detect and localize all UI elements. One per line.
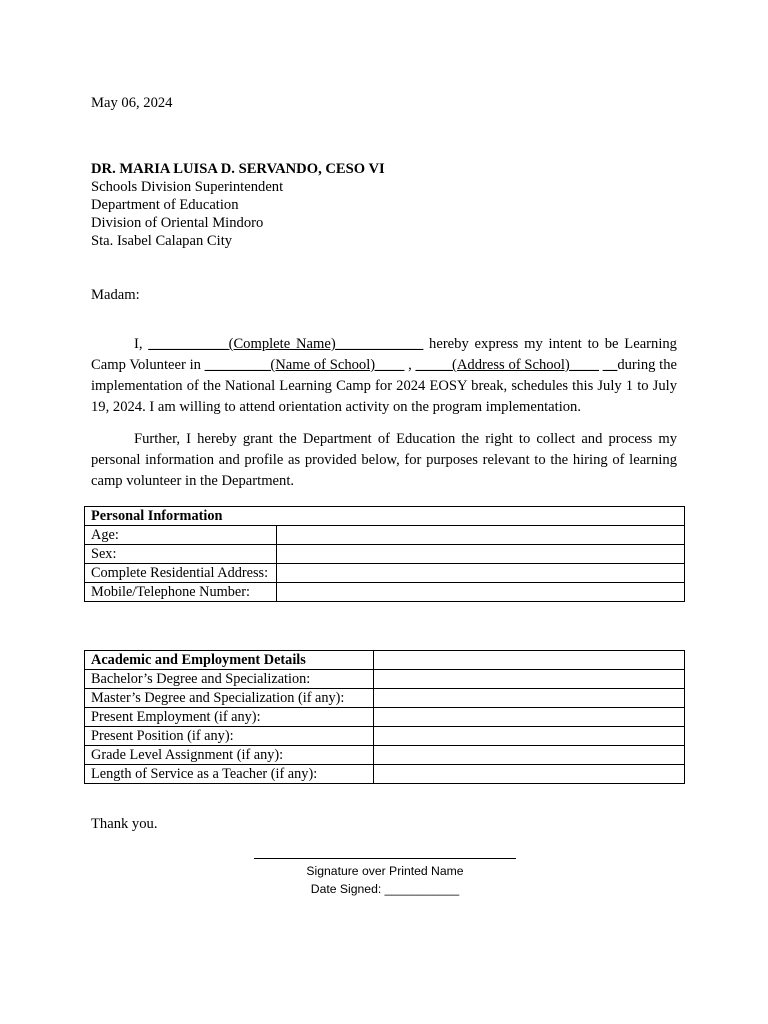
table-row	[85, 689, 685, 708]
academic-header-value	[374, 651, 685, 670]
table-row	[85, 564, 685, 583]
name-blank-left: ___________	[148, 336, 229, 352]
intent-paragraph	[91, 334, 677, 418]
closing: Thank you.	[91, 816, 158, 832]
school-blank-right: ____	[375, 357, 405, 373]
table-row	[85, 651, 685, 670]
table-row	[85, 526, 685, 545]
table-row	[85, 746, 685, 765]
letter-date: May 06, 2024	[91, 95, 173, 111]
personal-info-header: Personal Information	[85, 507, 685, 526]
academic-header: Academic and Employment Details	[85, 651, 374, 670]
recipient-division: Division of Oriental Mindoro	[91, 215, 264, 231]
intent-text-3: ,	[404, 357, 416, 373]
school-address-placeholder: (Address of School)	[452, 357, 570, 373]
complete-name-placeholder: (Complete Name)	[228, 336, 336, 352]
recipient-department: Department of Education	[91, 197, 239, 213]
sex-label: Sex:	[85, 545, 277, 564]
consent-paragraph: Further, I hereby grant the Department of Education the right to collect and process my personal information and profile as provided below, for purposes relevant to the hiring of learning camp volunteer in the Department.	[91, 431, 677, 489]
academic-table	[84, 650, 685, 784]
salutation: Madam:	[91, 287, 140, 303]
table-row	[85, 708, 685, 727]
employment-label: Present Employment (if any):	[85, 708, 374, 727]
signature-block	[254, 858, 516, 898]
intent-text-4: during the implementation of the National Learning Camp for 2024 EOSY break, schedules this July 1 to July 19, 2024. I am willing to attend orientation activity on the program implementation.	[91, 357, 677, 415]
school-name-placeholder: (Name of School)	[270, 357, 376, 373]
grade-level-label: Grade Level Assignment (if any):	[85, 746, 374, 765]
intent-text-1: I,	[134, 336, 149, 352]
recipient-address: Sta. Isabel Calapan City	[91, 233, 233, 249]
bachelors-label: Bachelor’s Degree and Specialization:	[85, 670, 374, 689]
grade-level-field[interactable]	[374, 746, 685, 765]
service-length-label: Length of Service as a Teacher (if any):	[85, 765, 374, 784]
intent-text-2: hereby express my intent to be Learning Camp Volunteer in	[91, 336, 677, 373]
table-row	[85, 727, 685, 746]
recipient-title: Schools Division Superintendent	[91, 179, 284, 195]
table-row	[85, 545, 685, 564]
table-row	[85, 583, 685, 602]
table-row	[85, 765, 685, 784]
position-field[interactable]	[374, 727, 685, 746]
signature-line[interactable]	[254, 858, 516, 859]
masters-label: Master’s Degree and Specialization (if any):	[85, 689, 374, 708]
masters-field[interactable]	[374, 689, 685, 708]
recipient-name: DR. MARIA LUISA D. SERVANDO, CESO VI	[91, 161, 385, 177]
address-blank-right: ____	[569, 357, 599, 373]
table-row	[85, 670, 685, 689]
school-blank-left: _________	[204, 357, 271, 373]
age-field[interactable]	[277, 526, 685, 545]
service-length-field[interactable]	[374, 765, 685, 784]
phone-field[interactable]	[277, 583, 685, 602]
personal-info-table	[84, 506, 685, 602]
age-label: Age:	[85, 526, 277, 545]
signature-label: Signature over Printed Name	[306, 864, 464, 878]
name-blank-right: ____________	[335, 336, 424, 352]
position-label: Present Position (if any):	[85, 727, 374, 746]
address-blank-extra: __	[602, 357, 618, 373]
bachelors-field[interactable]	[374, 670, 685, 689]
address-field[interactable]	[277, 564, 685, 583]
date-signed-label: Date Signed: ___________	[310, 882, 460, 896]
phone-label: Mobile/Telephone Number:	[85, 583, 277, 602]
address-label: Complete Residential Address:	[85, 564, 277, 583]
sex-field[interactable]	[277, 545, 685, 564]
address-blank-left: _____	[415, 357, 452, 373]
employment-field[interactable]	[374, 708, 685, 727]
table-row	[85, 507, 685, 526]
